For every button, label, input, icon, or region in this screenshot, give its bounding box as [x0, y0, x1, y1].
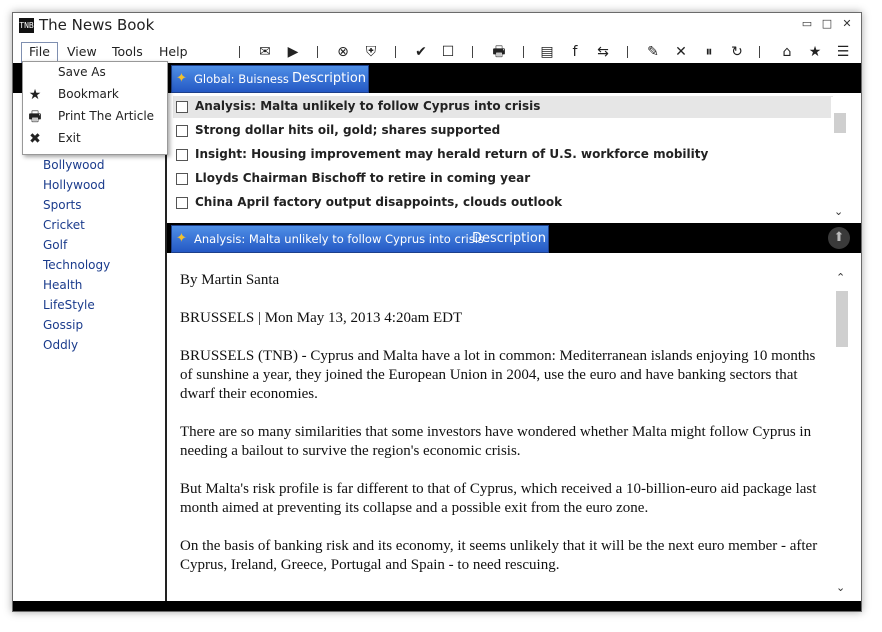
category-health[interactable]: Health — [43, 278, 83, 292]
scroll-up-icon[interactable]: ⌃ — [836, 271, 846, 284]
headline-text: Insight: Housing improvement may herald return of U.S. workforce mobility — [195, 147, 709, 161]
menu-help[interactable]: Help — [159, 44, 188, 59]
category-cricket[interactable]: Cricket — [43, 218, 85, 232]
pen-icon[interactable]: ✎ — [647, 44, 659, 60]
category-gossip[interactable]: Gossip — [43, 318, 84, 332]
headline-text: Analysis: Malta unlikely to follow Cyprus into crisis — [195, 99, 541, 113]
mail-icon[interactable]: ✉ — [259, 44, 271, 60]
headline-text: Strong dollar hits oil, gold; shares supported — [195, 123, 501, 137]
headline-text: Lloyds Chairman Bischoff to retire in coming year — [195, 171, 531, 185]
bottom-black-bar — [13, 601, 861, 611]
shield-icon[interactable]: ⛨ — [365, 44, 377, 60]
headline-scrollbar[interactable] — [831, 97, 849, 221]
scroll-down-icon[interactable]: ⌄ — [836, 581, 846, 594]
article-dateline: BRUSSELS | Mon May 13, 2013 4:20am EDT — [180, 310, 463, 326]
article-paragraph: But Malta's risk profile is far different to that of Cyprus, which received a 10-billion-euro aid package last month aimed at preventing its collapse and a possible exit from the euro zone. — [180, 481, 817, 516]
headline-scroll-thumb[interactable] — [834, 113, 846, 133]
menu-item-label: Bookmark — [58, 87, 119, 101]
printer-icon: 🖶 — [28, 109, 42, 125]
mute-icon[interactable]: ✕ — [675, 44, 687, 60]
category-golf[interactable]: Golf — [43, 238, 68, 252]
share-icon[interactable]: ⇆ — [597, 44, 609, 60]
article-paragraph: BRUSSELS (TNB) - Cyprus and Malta have a lot in common: Mediterranean islands enjoying 10 months of sunshine a year, they joined the European Union in 2004, use the euro and have banking sectors that dwarf their economies. — [180, 348, 816, 402]
menu-item-exit[interactable] — [23, 128, 167, 150]
article-paragraph: On the basis of banking risk and its economy, it seems unlikely that it will be the next euro member - after Cyprus, Ireland, Greece, Portugal and Spain - to need rescuing. — [180, 538, 818, 573]
article-star-icon: ✦ — [176, 231, 187, 246]
category-sidebar — [13, 93, 167, 601]
menu-item-bookmark[interactable] — [23, 84, 167, 106]
headline-checkbox[interactable] — [176, 149, 188, 161]
print-icon[interactable]: 🖶 — [492, 44, 506, 60]
article-scroll-thumb[interactable] — [836, 291, 848, 347]
toolbar-separator — [472, 46, 473, 58]
app-window — [12, 12, 862, 612]
arrow-up-icon[interactable]: ⬆ — [828, 227, 850, 249]
app-logo-icon: TNB — [19, 18, 34, 33]
category-sports[interactable]: Sports — [43, 198, 82, 212]
toolbar-separator — [627, 46, 628, 58]
restore-button[interactable]: □ — [821, 17, 833, 30]
home-icon[interactable]: ⌂ — [782, 44, 792, 60]
news-icon[interactable]: ▤ — [540, 44, 554, 60]
pause-icon[interactable]: ⏸ — [705, 44, 713, 60]
feed-star-icon: ✦ — [176, 71, 187, 86]
menu-item-save-as[interactable] — [23, 62, 167, 84]
facebook-icon[interactable]: f — [572, 44, 578, 60]
toolbar-separator — [239, 46, 240, 58]
menu-item-label: Print The Article — [58, 109, 155, 123]
category-oddly[interactable]: Oddly — [43, 338, 79, 352]
close-circle-icon[interactable]: ⊗ — [337, 44, 349, 60]
headline-item[interactable] — [173, 96, 833, 118]
article-panel-title: Analysis: Malta unlikely to follow Cyprus into crisis — [194, 232, 484, 246]
minimize-button[interactable]: ▭ — [801, 17, 813, 30]
toolbar-separator — [759, 46, 760, 58]
menu-item-label: Save As — [58, 65, 106, 79]
article-paragraph: There are so many similarities that some investors have wondered whether Malta might follow Cyprus in needing a bailout to survive the region's economic crisis. — [180, 424, 812, 459]
headline-checkbox[interactable] — [176, 197, 188, 209]
article-scrollbar[interactable] — [833, 267, 851, 601]
headline-item[interactable] — [173, 144, 833, 166]
article-panel-header — [171, 225, 549, 253]
title-bar — [13, 13, 861, 41]
headline-text: China April factory output disappoints, clouds outlook — [195, 195, 563, 209]
article-byline: By Martin Santa — [180, 272, 280, 288]
headline-item[interactable] — [173, 120, 833, 142]
category-bollywood[interactable]: Bollywood — [43, 158, 105, 172]
toolbar-separator — [317, 46, 318, 58]
feed-panel-header — [171, 65, 369, 93]
menu-item-label: Exit — [58, 131, 81, 145]
headline-checkbox[interactable] — [176, 125, 188, 137]
window-title: The News Book — [39, 16, 155, 34]
menu-tools[interactable]: Tools — [112, 44, 143, 59]
close-button[interactable]: ✕ — [842, 17, 852, 30]
feed-description-tab[interactable]: Description — [292, 71, 367, 86]
headline-checkbox[interactable] — [176, 173, 188, 185]
menu-file[interactable]: File — [21, 42, 58, 64]
menu-item-print-article[interactable] — [23, 106, 167, 128]
headline-list — [167, 93, 851, 223]
file-menu-dropdown — [22, 61, 168, 155]
category-lifestyle[interactable]: LifeStyle — [43, 298, 95, 312]
article-body — [167, 253, 831, 601]
bookmark-star-icon: ★ — [28, 87, 42, 103]
category-technology[interactable]: Technology — [43, 258, 111, 272]
square-icon[interactable]: ☐ — [441, 44, 455, 60]
menu-view[interactable]: View — [67, 44, 97, 59]
refresh-icon[interactable]: ↻ — [731, 44, 743, 60]
headline-item[interactable] — [173, 192, 833, 214]
headline-item[interactable] — [173, 168, 833, 190]
headline-checkbox[interactable] — [176, 101, 188, 113]
star-icon[interactable]: ★ — [808, 44, 822, 60]
article-description-tab[interactable]: Description — [472, 231, 547, 246]
list-icon[interactable]: ☰ — [836, 44, 850, 60]
feed-panel-title: Global: Buisness — [194, 72, 289, 86]
check-icon[interactable]: ✔ — [415, 44, 427, 60]
toolbar-separator — [523, 46, 524, 58]
scroll-down-icon[interactable]: ⌄ — [834, 205, 844, 218]
toolbar-separator — [395, 46, 396, 58]
category-hollywood[interactable]: Hollywood — [43, 178, 106, 192]
youtube-icon[interactable]: ▶ — [287, 44, 299, 60]
exit-icon: ✖ — [29, 131, 41, 147]
